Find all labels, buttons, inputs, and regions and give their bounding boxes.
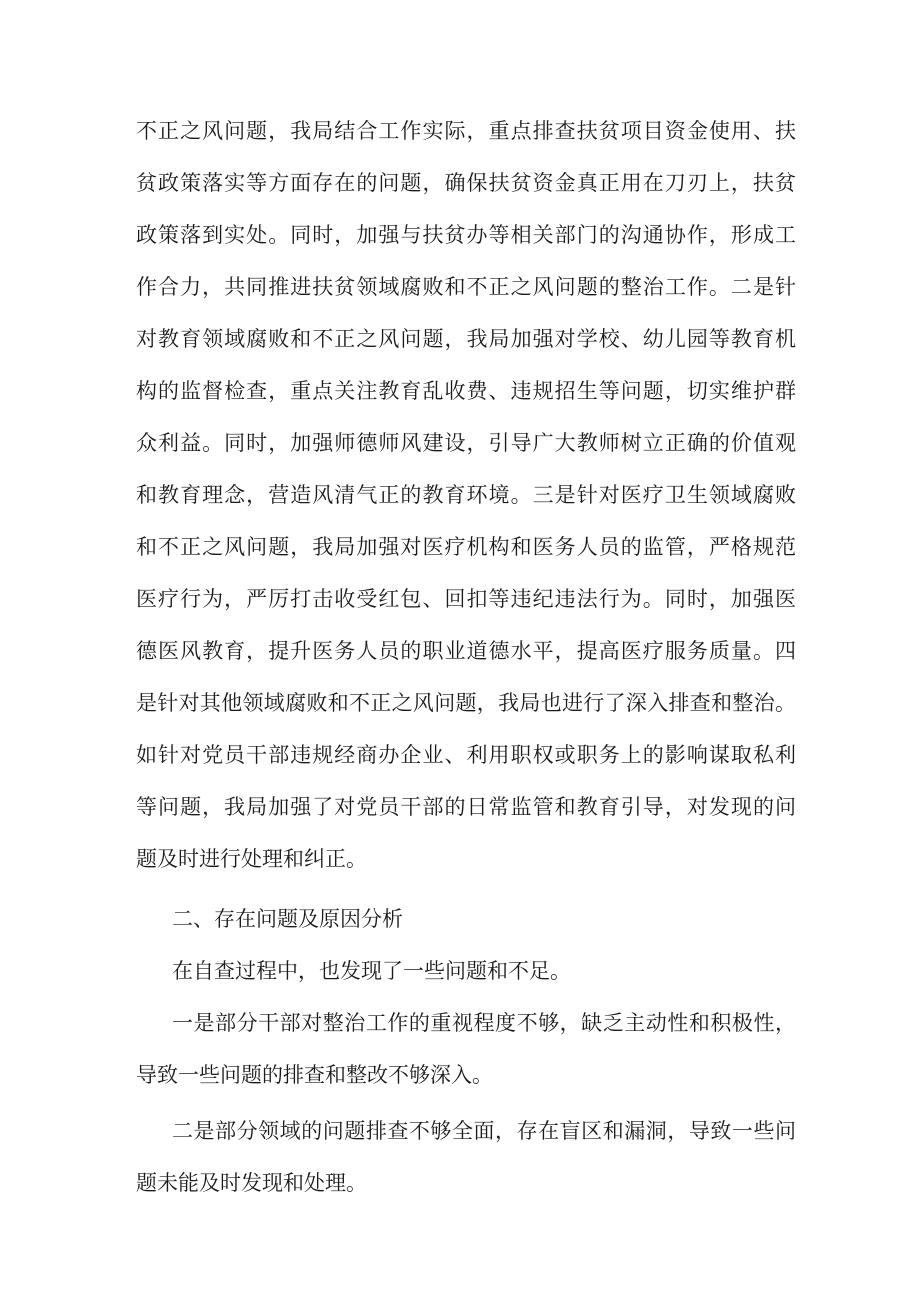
text-line: 不正之风问题，我局结合工作实际，重点排查扶贫项目资金使用、扶 — [136, 119, 796, 143]
text-line: 和不正之风问题，我局加强对医疗机构和医务人员的监管，严格规范 — [136, 535, 796, 559]
text-line: 众利益。同时，加强师德师风建设，引导广大教师树立正确的价值观 — [136, 431, 796, 455]
text-line: 作合力，共同推进扶贫领域腐败和不正之风问题的整治工作。二是针 — [136, 275, 796, 299]
text-line: 一是部分干部对整治工作的重视程度不够，缺乏主动性和积极性， — [172, 1011, 796, 1035]
text-line: 导致一些问题的排查和整改不够深入。 — [136, 1063, 493, 1087]
text-line: 政策落到实处。同时，加强与扶贫办等相关部门的沟通协作，形成工 — [136, 223, 796, 247]
text-line: 题未能及时发现和处理。 — [136, 1171, 367, 1195]
section-heading: 二、存在问题及原因分析 — [172, 907, 403, 931]
text-line: 构的监督检查，重点关注教育乱收费、违规招生等问题，切实维护群 — [136, 379, 796, 403]
text-line: 德医风教育，提升医务人员的职业道德水平，提高医疗服务质量。四 — [136, 639, 796, 663]
paragraph-intro: 在自查过程中，也发现了一些问题和不足。 — [172, 959, 571, 983]
text-line: 是针对其他领域腐败和不正之风问题，我局也进行了深入排查和整治。 — [136, 691, 796, 715]
text-line: 和教育理念，营造风清气正的教育环境。三是针对医疗卫生领域腐败 — [136, 483, 796, 507]
text-line: 题及时进行处理和纠正。 — [136, 847, 367, 871]
text-line: 等问题，我局加强了对党员干部的日常监管和教育引导，对发现的问 — [136, 795, 796, 819]
text-line: 对教育领域腐败和不正之风问题，我局加强对学校、幼儿园等教育机 — [136, 327, 796, 351]
text-line: 贫政策落实等方面存在的问题，确保扶贫资金真正用在刀刃上，扶贫 — [136, 171, 796, 195]
text-line: 医疗行为，严厉打击收受红包、回扣等违纪违法行为。同时，加强医 — [136, 587, 796, 611]
text-line: 二是部分领域的问题排查不够全面，存在盲区和漏洞，导致一些问 — [172, 1119, 796, 1143]
text-line: 如针对党员干部违规经商办企业、利用职权或职务上的影响谋取私利 — [136, 743, 796, 767]
